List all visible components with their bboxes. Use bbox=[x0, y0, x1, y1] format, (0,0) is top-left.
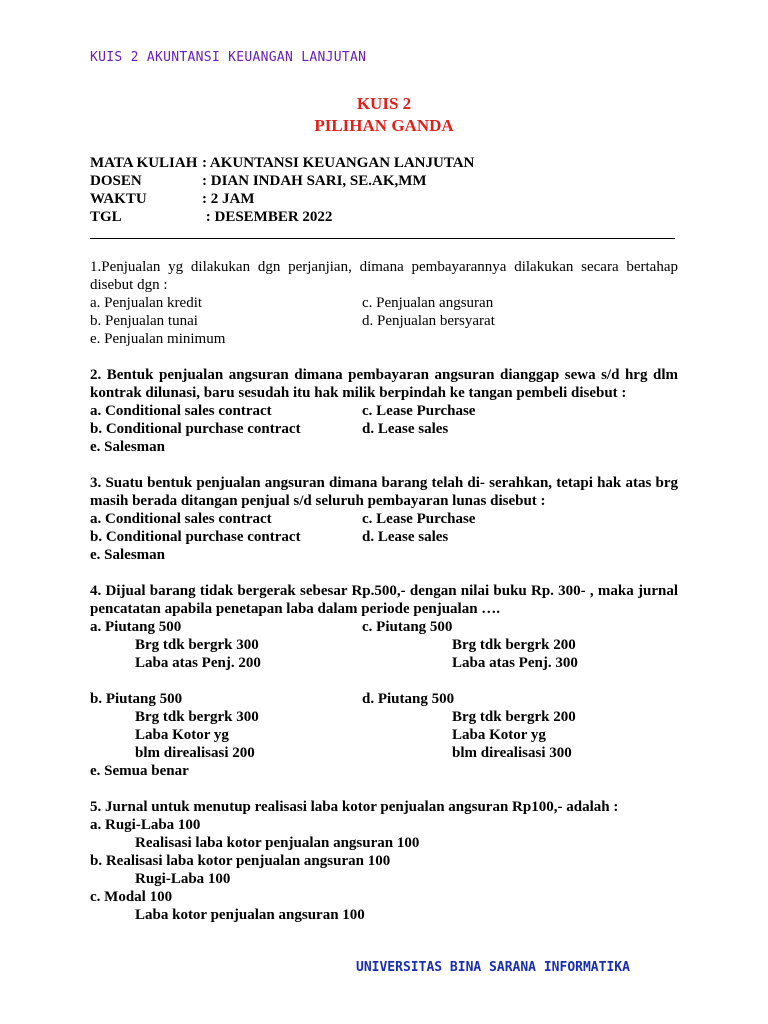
option-a: a. Penjualan kredit bbox=[90, 295, 203, 311]
option-b-line-2: Brg tdk bergrk 300 bbox=[135, 709, 259, 725]
option-b-line-2: Rugi-Laba 100 bbox=[135, 871, 231, 887]
option-a-line-1: a. Rugi-Laba 100 bbox=[90, 817, 201, 833]
options-row bbox=[90, 546, 678, 564]
option-d: d. Penjualan bersyarat bbox=[362, 313, 495, 329]
option-a: a. Conditional sales contract bbox=[90, 403, 272, 419]
options-row bbox=[90, 402, 678, 420]
mata-kuliah-label: MATA KULIAH bbox=[90, 155, 198, 171]
option-b: b. Conditional purchase contract bbox=[90, 529, 301, 545]
option-c: c. Penjualan angsuran bbox=[362, 295, 494, 311]
question-2-text: 2. Bentuk penjualan angsuran dimana pembayaran angsuran dianggap sewa s/d hrg dlm kontrak dilunasi, baru sesudah itu hak milik berpindah ke tangan pembeli disebut : bbox=[90, 367, 678, 401]
options-row bbox=[90, 870, 678, 888]
options-row bbox=[90, 312, 678, 330]
info-row-dosen bbox=[90, 172, 474, 190]
options-row bbox=[90, 438, 678, 456]
question-1-text: 1.Penjualan yg dilakukan dgn perjanjian, dimana pembayarannya dilakukan secara bertahap disebut dgn : bbox=[90, 259, 678, 293]
question-4-text: 4. Dijual barang tidak bergerak sebesar Rp.500,- dengan nilai buku Rp. 300- , maka jurnal pencatatan apabila penetapan laba dalam periode penjualan …. bbox=[90, 583, 678, 617]
dosen-label: DOSEN bbox=[90, 173, 142, 189]
option-e: e. Semua benar bbox=[90, 763, 189, 779]
question-1 bbox=[90, 258, 678, 348]
option-c-line-2: Laba kotor penjualan angsuran 100 bbox=[135, 907, 365, 923]
option-c: c. Lease Purchase bbox=[362, 403, 476, 419]
option-b-line-4: blm direalisasi 200 bbox=[135, 745, 255, 761]
options-row bbox=[90, 906, 678, 924]
separator-line bbox=[90, 238, 675, 239]
options-row bbox=[90, 690, 678, 708]
options-row bbox=[90, 528, 678, 546]
option-e: e. Penjualan minimum bbox=[90, 331, 226, 347]
waktu-label: WAKTU bbox=[90, 191, 147, 207]
tgl-value: : DESEMBER 2022 bbox=[202, 209, 333, 225]
option-a: a. Conditional sales contract bbox=[90, 511, 272, 527]
options-row bbox=[90, 744, 678, 762]
option-b-line-1: b. Realisasi laba kotor penjualan angsuran 100 bbox=[90, 853, 391, 869]
options-row bbox=[90, 762, 678, 780]
page-footer: UNIVERSITAS BINA SARANA INFORMATIKA bbox=[356, 960, 630, 975]
waktu-value: : 2 JAM bbox=[202, 191, 255, 207]
option-c-line-1: c. Modal 100 bbox=[90, 889, 173, 905]
option-b-line-3: Laba Kotor yg bbox=[135, 727, 229, 743]
option-e: e. Salesman bbox=[90, 439, 165, 455]
option-a-line-3: Laba atas Penj. 200 bbox=[135, 655, 261, 671]
option-c-line-2: Brg tdk bergrk 200 bbox=[452, 637, 576, 653]
quiz-subtitle: PILIHAN GANDA bbox=[314, 116, 454, 135]
question-5 bbox=[90, 798, 678, 924]
option-d-line-2: Brg tdk bergrk 200 bbox=[452, 709, 576, 725]
question-3 bbox=[90, 474, 678, 564]
option-d-line-1: d. Piutang 500 bbox=[362, 691, 455, 707]
course-info bbox=[90, 154, 474, 226]
options-row bbox=[90, 834, 678, 852]
info-row-mata-kuliah bbox=[90, 154, 474, 172]
options-row bbox=[90, 708, 678, 726]
question-2 bbox=[90, 366, 678, 456]
options-row bbox=[90, 654, 678, 672]
tgl-label: TGL bbox=[90, 209, 122, 225]
option-b: b. Conditional purchase contract bbox=[90, 421, 301, 437]
questions bbox=[90, 258, 678, 942]
option-b: b. Penjualan tunai bbox=[90, 313, 198, 329]
options-row bbox=[90, 852, 678, 870]
dosen-value: : DIAN INDAH SARI, SE.AK,MM bbox=[202, 173, 427, 189]
info-row-tgl bbox=[90, 208, 474, 226]
options-row bbox=[90, 816, 678, 834]
mata-kuliah-value: : AKUNTANSI KEUANGAN LANJUTAN bbox=[202, 155, 475, 171]
option-a-line-2: Realisasi laba kotor penjualan angsuran 100 bbox=[135, 835, 420, 851]
quiz-title: KUIS 2 bbox=[356, 94, 412, 113]
info-row-waktu bbox=[90, 190, 474, 208]
options-row bbox=[90, 618, 678, 636]
options-row bbox=[90, 888, 678, 906]
option-e: e. Salesman bbox=[90, 547, 165, 563]
option-b-line-1: b. Piutang 500 bbox=[90, 691, 183, 707]
question-4 bbox=[90, 582, 678, 780]
option-d: d. Lease sales bbox=[362, 421, 449, 437]
option-c: c. Lease Purchase bbox=[362, 511, 476, 527]
option-c-line-1: c. Piutang 500 bbox=[362, 619, 453, 635]
question-5-text: 5. Jurnal untuk menutup realisasi laba kotor penjualan angsuran Rp100,- adalah : bbox=[90, 799, 619, 815]
option-d-line-4: blm direalisasi 300 bbox=[452, 745, 572, 761]
options-row bbox=[90, 330, 678, 348]
page-header: KUIS 2 AKUNTANSI KEUANGAN LANJUTAN bbox=[90, 50, 367, 65]
option-c-line-3: Laba atas Penj. 300 bbox=[452, 655, 578, 671]
options-row bbox=[90, 510, 678, 528]
option-a-line-2: Brg tdk bergrk 300 bbox=[135, 637, 259, 653]
question-3-text: 3. Suatu bentuk penjualan angsuran dimana barang telah di- serahkan, tetapi hak atas brg masih berada ditangan penjual s/d seluruh pembayaran lunas disebut : bbox=[90, 475, 678, 509]
options-row bbox=[90, 636, 678, 654]
option-d-line-3: Laba Kotor yg bbox=[452, 727, 546, 743]
options-row bbox=[90, 726, 678, 744]
options-row bbox=[90, 420, 678, 438]
options-row bbox=[90, 294, 678, 312]
option-a-line-1: a. Piutang 500 bbox=[90, 619, 182, 635]
option-d: d. Lease sales bbox=[362, 529, 449, 545]
spacer bbox=[90, 672, 678, 690]
